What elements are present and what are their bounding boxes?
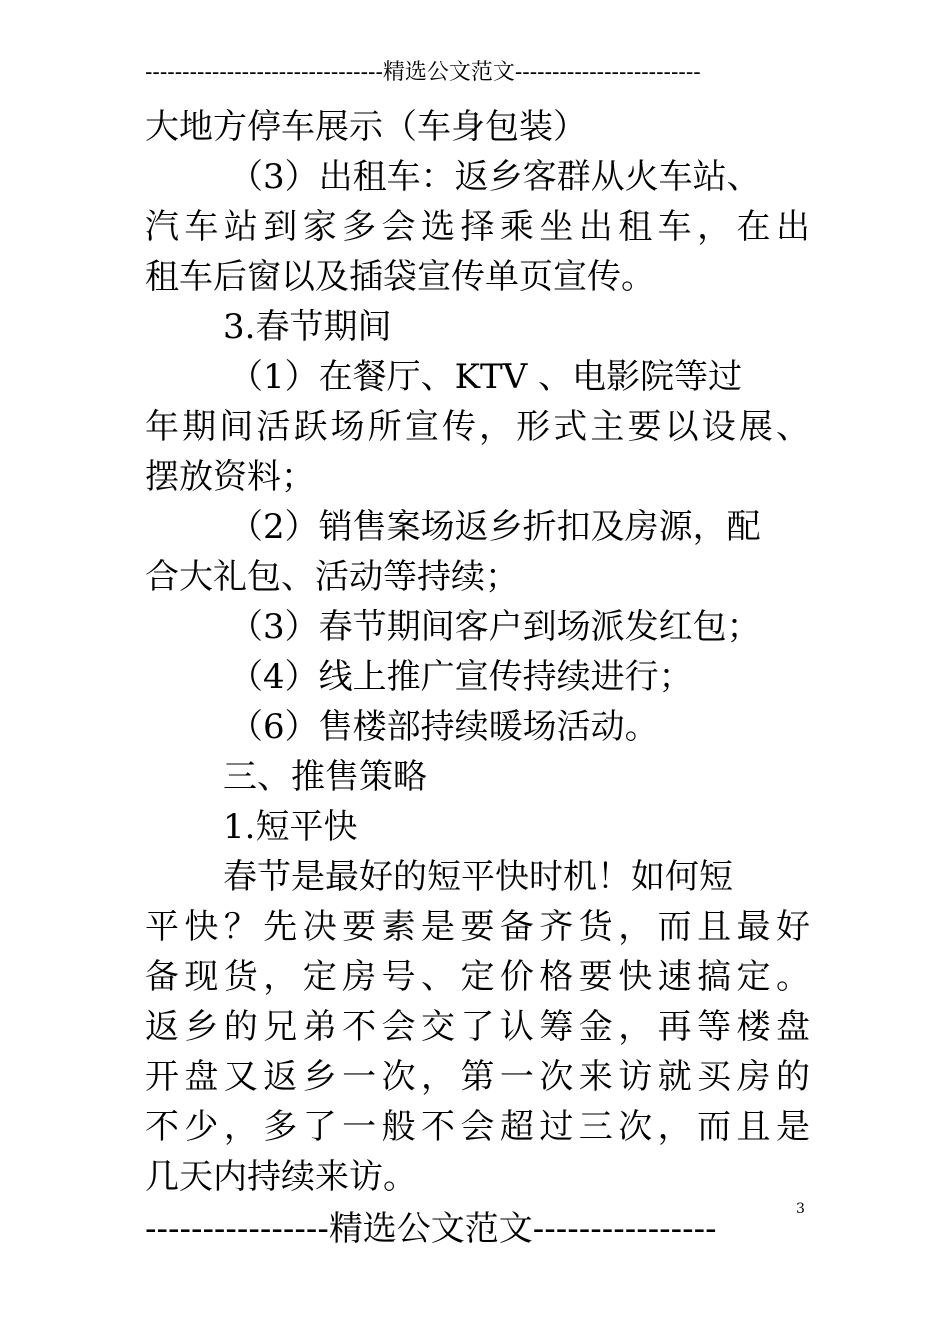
document-body — [145, 102, 810, 1202]
text-line: （4）线上推广宣传持续进行； — [229, 657, 693, 697]
text-line: 开盘又返乡一次，第一次来访就买房的 — [145, 1057, 810, 1097]
text-line: 返乡的兄弟不会交了认筹金，再等楼盘 — [145, 1007, 810, 1047]
text-line: 春节是最好的短平快时机！如何短 — [223, 857, 733, 897]
text-line: （2）销售案场返乡折扣及房源，配 — [229, 507, 761, 547]
section-heading: 3.春节期间 — [223, 307, 392, 347]
text-line: 不少，多了一般不会超过三次，而且是 — [145, 1107, 810, 1147]
page-number: 3 — [796, 1201, 805, 1217]
text-line: 租车后窗以及插袋宣传单页宣传。 — [145, 257, 655, 297]
text-line: 大地方停车展示（车身包装） — [145, 107, 587, 147]
text-line: （3）出租车：返乡客群从火车站、 — [229, 157, 761, 197]
text-line: 年期间活跃场所宣传，形式主要以设展、 — [145, 407, 810, 447]
section-heading: 1.短平快 — [223, 807, 358, 847]
text-line: （1）在餐厅、KTV 、电影院等过 — [229, 357, 743, 397]
text-line: 几天内持续来访。 — [145, 1157, 417, 1197]
section-heading: 三、推售策略 — [223, 757, 427, 797]
text-line: 汽车站到家多会选择乘坐出租车，在出 — [145, 207, 810, 247]
text-line: 摆放资料； — [145, 457, 315, 497]
text-line: （6）售楼部持续暖场活动。 — [229, 707, 659, 747]
text-line: （3）春节期间客户到场派发红包； — [229, 607, 761, 647]
text-line: 合大礼包、活动等持续； — [145, 557, 519, 597]
page-header: --------------------------------精选公文范文------------------------- — [145, 60, 701, 85]
text-line: 平快？先决要素是要备齐货，而且最好 — [145, 907, 810, 947]
text-line: 备现货，定房号、定价格要快速搞定。 — [145, 957, 810, 997]
page-footer: ----------------精选公文范文---------------- — [145, 1209, 717, 1249]
